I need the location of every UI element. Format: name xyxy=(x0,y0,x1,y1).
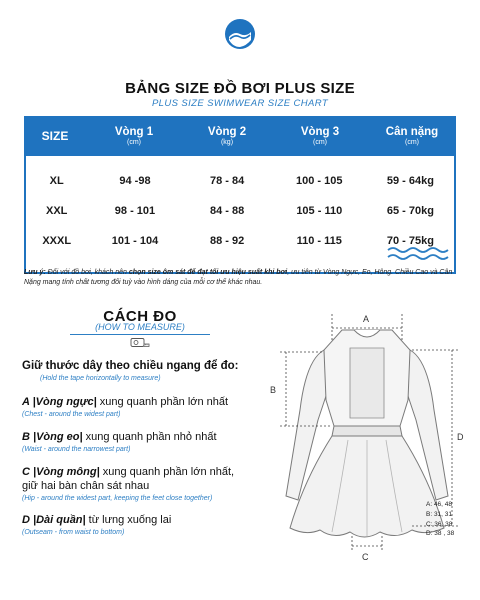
measure-item-outseam xyxy=(22,514,282,536)
col-label: SIZE xyxy=(41,129,69,143)
legend-item: C: 36, 38 xyxy=(426,520,453,528)
table-cell: 78 - 84 xyxy=(209,175,245,187)
col-unit: (kg) xyxy=(220,139,234,146)
measure-desc-en: (Chest - around the widest part) xyxy=(22,410,121,418)
col-label: Vòng 2 xyxy=(207,126,247,138)
table-cell: 100 - 105 xyxy=(296,175,343,187)
table-cell: 98 - 101 xyxy=(114,205,156,217)
measure-desc: từ lưng xuống lai xyxy=(85,514,172,526)
col-header-size xyxy=(24,129,86,143)
measure-desc-en: (Hip - around the widest part, keeping the feet close together) xyxy=(22,494,213,502)
measure-key: C |Vòng mông| xyxy=(22,466,100,478)
table-cell: 101 - 104 xyxy=(111,235,159,247)
table-cell: 59 - 64kg xyxy=(386,175,434,187)
col-unit: (cm) xyxy=(127,139,141,146)
dimension-legend xyxy=(426,500,454,539)
measure-desc-en: (Outseam - from waist to bottom) xyxy=(22,528,125,536)
swimdress-illustration xyxy=(286,330,448,537)
table-cell: 105 - 110 xyxy=(296,205,343,217)
col-header-vong2 xyxy=(182,126,272,146)
measure-desc: xung quanh phần lớn nhất, xyxy=(99,466,235,478)
col-label: Vòng 3 xyxy=(300,126,340,138)
table-cell: XXXL xyxy=(42,235,72,247)
legend-item: D: 38 , 38 xyxy=(426,530,455,538)
divider xyxy=(70,334,210,335)
note-text: Đối với đồ bơi, khách nên xyxy=(45,269,129,276)
table-row xyxy=(26,166,454,196)
chart-subtitle: PLUS SIZE SWIMWEAR SIZE CHART xyxy=(151,98,329,109)
legend-item: B: 31, 31 xyxy=(426,510,453,518)
table-row xyxy=(26,196,454,226)
measure-subtitle: (HOW TO MEASURE) xyxy=(95,322,185,332)
table-cell: 94 -98 xyxy=(119,175,151,187)
measure-desc-en: (Waist - around the narrowest part) xyxy=(22,445,131,453)
col-label: Cân nặng xyxy=(385,126,439,138)
measure-key: A |Vòng ngực| xyxy=(22,396,97,408)
brand-logo-icon xyxy=(224,18,256,50)
col-unit: (cm) xyxy=(313,139,327,146)
table-cell: 84 - 88 xyxy=(209,205,245,217)
table-cell: 70 - 75kg xyxy=(386,235,434,247)
measure-desc: xung quanh phần nhỏ nhất xyxy=(82,431,217,443)
note-label: Lưu ý: xyxy=(24,269,46,276)
measure-instruction-en: (Hold the tape horizontally to measure) xyxy=(40,375,161,382)
measure-desc: xung quanh phần lớn nhất xyxy=(96,396,229,408)
legend-item: A: 46, 48 xyxy=(426,501,453,508)
table-cell: 65 - 70kg xyxy=(386,205,434,217)
measure-instruction: Giữ thước dây theo chiều ngang để đo: xyxy=(22,360,239,372)
measure-item-chest xyxy=(22,396,282,418)
measure-key: D |Dài quần| xyxy=(22,514,86,526)
chart-title: BẢNG SIZE ĐỒ BƠI PLUS SIZE xyxy=(125,80,355,97)
label-c: C xyxy=(362,552,369,562)
note-text: , ưu tiên từ Vòng Ngực, Eo, Hông. Chiều Cao và Cân Nặng mang tính chất tương đối tuỳ vào hình dáng của mỗi cơ thể khác nhau. xyxy=(24,269,453,287)
wave-icon xyxy=(386,244,456,264)
measure-key: B |Vòng eo| xyxy=(22,431,83,443)
measure-desc: giữ hai bàn chân sát nhau xyxy=(22,479,150,492)
table-cell: 110 - 115 xyxy=(296,235,342,247)
label-d: D xyxy=(457,432,464,442)
col-header-vong3 xyxy=(272,126,368,146)
label-a: A xyxy=(363,314,370,324)
col-header-vong1 xyxy=(86,126,182,146)
measure-item-waist xyxy=(22,431,282,453)
measure-item-hip xyxy=(22,466,282,502)
table-header xyxy=(24,116,456,156)
measure-title: CÁCH ĐO xyxy=(103,308,177,325)
note-emphasis: chọn size ôm sát để đạt tối ưu hiệu suất khi bơi xyxy=(128,269,288,276)
col-unit: (cm) xyxy=(405,139,419,146)
col-header-weight xyxy=(368,126,456,146)
label-b: B xyxy=(270,385,277,395)
table-cell: XL xyxy=(49,175,64,187)
table-cell: 88 - 92 xyxy=(209,235,245,247)
measuring-tape-icon xyxy=(130,337,150,348)
table-cell: XXL xyxy=(46,205,68,217)
size-note xyxy=(24,268,458,288)
col-label: Vòng 1 xyxy=(114,126,154,138)
